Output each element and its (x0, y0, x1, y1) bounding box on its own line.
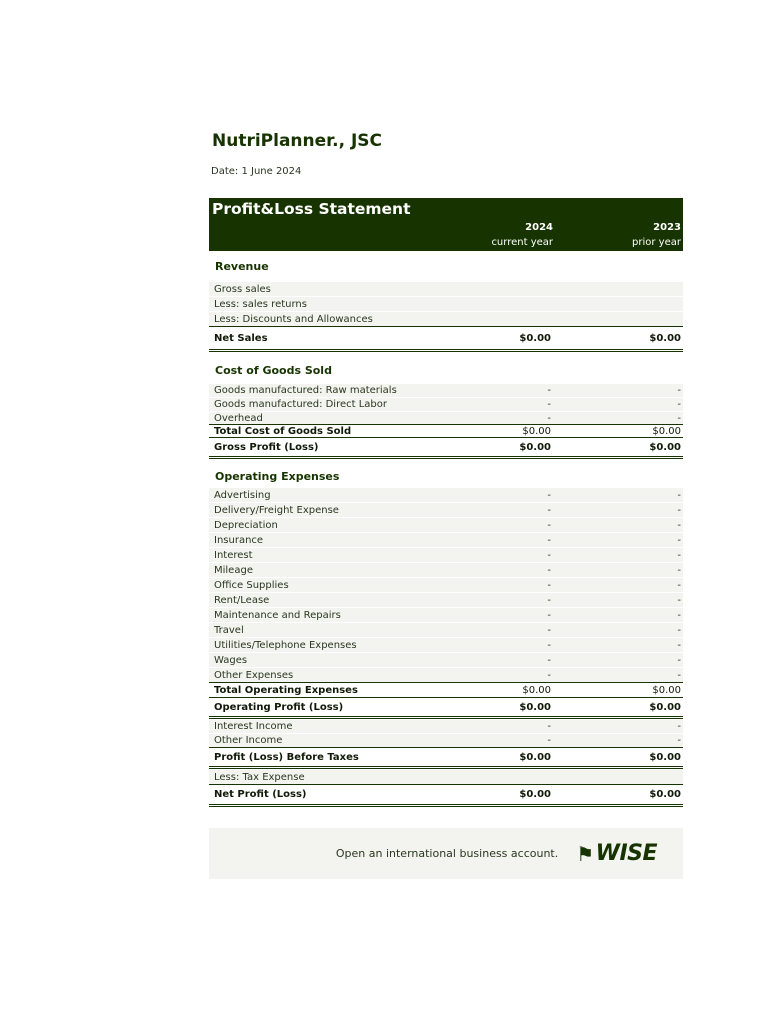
row-label: Interest (214, 549, 253, 561)
value-prior: - (677, 609, 681, 621)
net-profit-row (209, 784, 683, 807)
table-row (209, 607, 683, 622)
row-label: Travel (214, 624, 244, 636)
row-label: Other Expenses (214, 669, 294, 681)
value-current: $0.00 (519, 701, 551, 713)
row-label: Operating Profit (Loss) (214, 701, 344, 713)
value-prior: $0.00 (652, 425, 681, 437)
year-prior-sub: prior year (632, 237, 681, 248)
value-current: - (547, 609, 551, 621)
value-current: - (547, 594, 551, 606)
row-label: Profit (Loss) Before Taxes (214, 751, 359, 763)
value-current: - (547, 504, 551, 516)
tax-row (209, 769, 683, 784)
value-current: - (547, 721, 551, 732)
table-row (209, 577, 683, 592)
value-prior: $0.00 (649, 701, 681, 713)
pbt-row (209, 747, 683, 769)
value-prior: - (677, 385, 681, 396)
value-prior: - (677, 735, 681, 746)
row-label: Goods manufactured: Direct Labor (214, 399, 388, 410)
value-prior: - (677, 489, 681, 501)
table-row (209, 622, 683, 637)
row-label: Insurance (214, 534, 264, 546)
net-sales-row (209, 326, 683, 352)
table-row (209, 517, 683, 532)
value-prior: - (677, 579, 681, 591)
row-label: Overhead (214, 412, 263, 424)
table-row (209, 637, 683, 652)
statement-date: Date: 1 June 2024 (211, 166, 302, 177)
value-prior: $0.00 (652, 684, 681, 696)
row-label: Maintenance and Repairs (214, 609, 341, 621)
table-row (209, 592, 683, 607)
value-prior: - (677, 549, 681, 561)
value-current: - (547, 399, 551, 410)
row-label: Less: Tax Expense (214, 771, 305, 783)
value-current: - (547, 735, 551, 746)
row-label: Gross Profit (Loss) (214, 441, 319, 453)
value-current: - (547, 549, 551, 561)
value-current: - (547, 669, 551, 681)
value-current: - (547, 624, 551, 636)
table-row (209, 411, 683, 424)
row-label: Utilities/Telephone Expenses (214, 639, 357, 651)
section-revenue: Revenue (215, 259, 269, 273)
table-row (209, 733, 683, 747)
value-prior: - (677, 669, 681, 681)
row-label: Office Supplies (214, 579, 289, 591)
row-label: Net Sales (214, 332, 268, 344)
table-row (209, 667, 683, 682)
row-label: Goods manufactured: Raw materials (214, 385, 397, 396)
value-current: $0.00 (519, 332, 551, 344)
company-name: NutriPlanner., JSC (212, 131, 382, 151)
table-row (209, 719, 683, 733)
row-label: Advertising (214, 489, 271, 501)
wise-logo-text: WISE (595, 841, 657, 866)
value-current: $0.00 (519, 751, 551, 763)
banner-text[interactable]: Open an international business account. (335, 847, 559, 860)
value-prior: $0.00 (649, 441, 681, 453)
row-label: Less: sales returns (214, 298, 307, 310)
statement-header (209, 198, 683, 251)
row-label: Interest Income (214, 721, 293, 732)
section-cogs: Cost of Goods Sold (215, 363, 332, 377)
table-row (209, 487, 683, 502)
value-prior: - (677, 639, 681, 651)
value-current: $0.00 (522, 425, 551, 437)
value-prior: - (677, 534, 681, 546)
table-row (209, 547, 683, 562)
value-prior: - (677, 519, 681, 531)
value-prior: $0.00 (649, 789, 681, 800)
row-label: Less: Discounts and Allowances (214, 313, 373, 325)
table-row (209, 532, 683, 547)
value-current: - (547, 579, 551, 591)
row-label: Total Cost of Goods Sold (214, 425, 352, 437)
value-current: - (547, 654, 551, 666)
row-label: Wages (214, 654, 248, 666)
table-row (209, 311, 683, 326)
pl-statement (209, 198, 683, 807)
value-prior: - (677, 399, 681, 410)
total-opex-row (209, 682, 683, 697)
value-current: - (547, 489, 551, 501)
row-label: Mileage (214, 564, 253, 576)
value-prior: - (677, 412, 681, 424)
table-row (209, 296, 683, 311)
value-prior: - (677, 594, 681, 606)
value-prior: - (677, 654, 681, 666)
value-current: $0.00 (519, 789, 551, 800)
table-row (209, 562, 683, 577)
value-prior: - (677, 504, 681, 516)
value-prior: - (677, 564, 681, 576)
section-opex: Operating Expenses (215, 469, 340, 483)
wise-flag-icon: ⚑ (576, 841, 594, 866)
gross-profit-row (209, 437, 683, 459)
value-current: - (547, 534, 551, 546)
table-row (209, 383, 683, 397)
value-prior: $0.00 (649, 332, 681, 344)
row-label: Other Income (214, 735, 283, 746)
value-current: $0.00 (522, 684, 551, 696)
value-current: - (547, 412, 551, 424)
row-label: Gross sales (214, 283, 271, 295)
year-prior: 2023 (653, 222, 681, 233)
statement-title: Profit&Loss Statement (212, 200, 411, 218)
value-current: - (547, 564, 551, 576)
row-label: Rent/Lease (214, 594, 270, 606)
year-current-sub: current year (491, 237, 553, 248)
row-label: Total Operating Expenses (214, 684, 358, 696)
row-label: Depreciation (214, 519, 278, 531)
value-prior: - (677, 721, 681, 732)
value-prior: $0.00 (649, 751, 681, 763)
wise-logo[interactable] (576, 841, 657, 866)
value-current: $0.00 (519, 441, 551, 453)
value-current: - (547, 385, 551, 396)
table-row (209, 652, 683, 667)
value-current: - (547, 519, 551, 531)
table-row (209, 502, 683, 517)
value-prior: - (677, 624, 681, 636)
row-label: Net Profit (Loss) (214, 789, 307, 800)
operating-profit-row (209, 697, 683, 719)
row-label: Delivery/Freight Expense (214, 504, 339, 516)
year-current: 2024 (525, 222, 553, 233)
value-current: - (547, 639, 551, 651)
table-row (209, 281, 683, 296)
wise-banner[interactable] (209, 828, 683, 879)
total-cogs-row (209, 424, 683, 437)
table-row (209, 397, 683, 411)
